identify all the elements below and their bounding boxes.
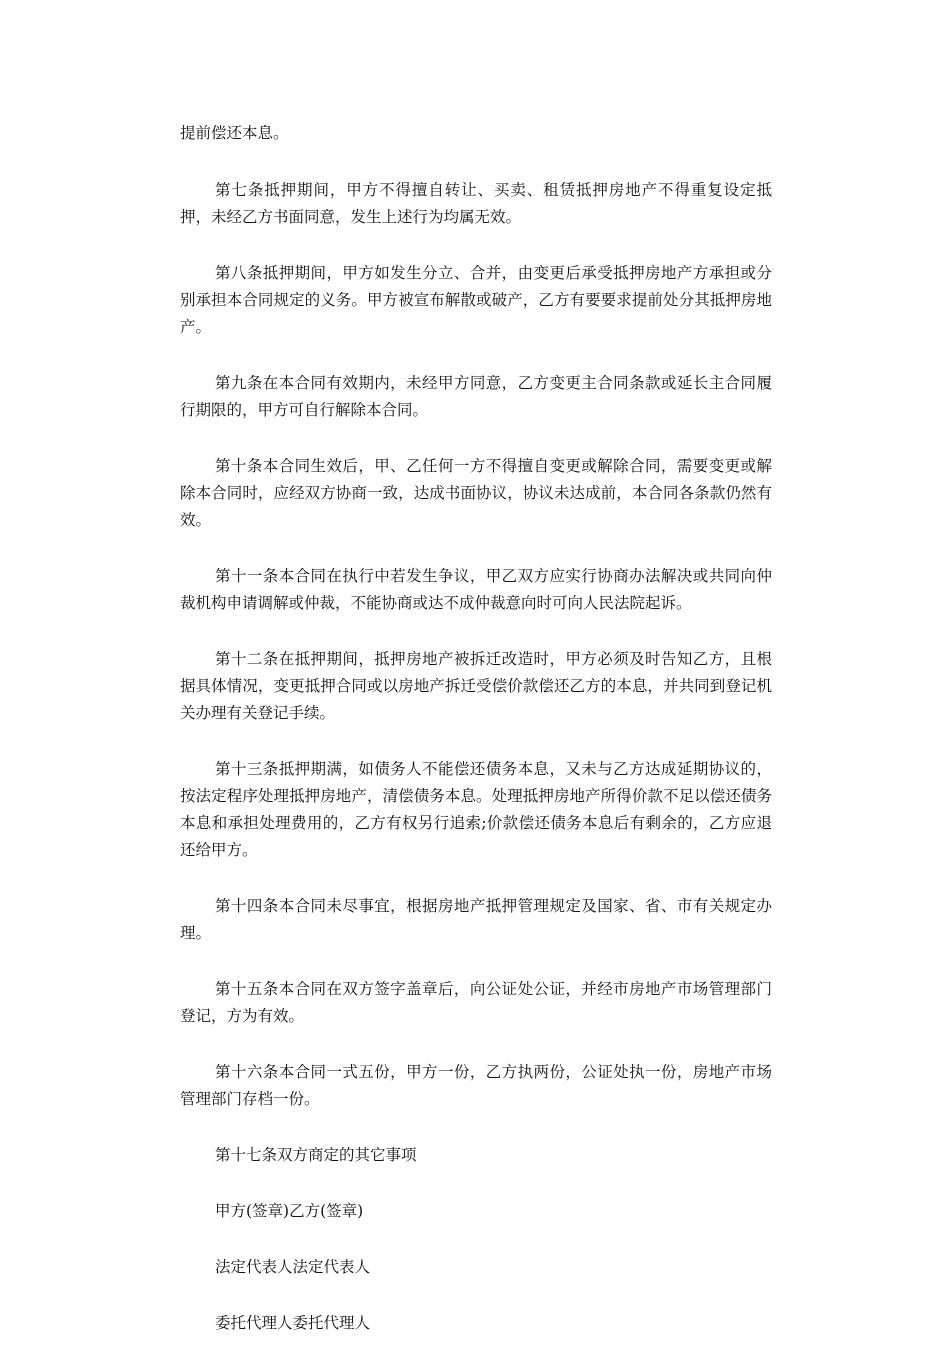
legal-representative-line: 法定代表人法定代表人: [215, 1258, 371, 1276]
paragraph-article-9: 第九条在本合同有效期内，未经甲方同意，乙方变更主合同条款或延长主合同履行期限的，甲方可自行解除本合同。: [180, 374, 772, 419]
paragraph-article-15: 第十五条本合同在双方签字盖章后，向公证处公证，并经市房地产市场管理部门登记，方为有效。: [180, 980, 772, 1025]
paragraph-article-8: 第八条抵押期间，甲方如发生分立、合并，由变更后承受抵押房地产方承担或分别承担本合同规定的义务。甲方被宣布解散或破产，乙方有要要求提前处分其抵押房地产。: [180, 264, 772, 336]
authorized-agent-line: 委托代理人委托代理人: [215, 1314, 371, 1332]
paragraph-article-12: 第十二条在抵押期间，抵押房地产被拆迁改造时，甲方必须及时告知乙方，且根据具体情况，变更抵押合同或以房地产拆迁受偿价款偿还乙方的本息，并共同到登记机关办理有关登记手续。: [180, 650, 772, 722]
paragraph-article-7: 第七条抵押期间，甲方不得擅自转让、买卖、租赁抵押房地产不得重复设定抵押，未经乙方书面同意，发生上述行为均属无效。: [180, 181, 772, 226]
paragraph-article-10: 第十条本合同生效后，甲、乙任何一方不得擅自变更或解除合同，需要变更或解除本合同时，应经双方协商一致，达成书面协议，协议未达成前，本合同各条款仍然有效。: [180, 457, 772, 529]
paragraph-article-16: 第十六条本合同一式五份，甲方一份，乙方执两份，公证处执一份，房地产市场管理部门存档一份。: [180, 1063, 772, 1108]
signature-party-line: 甲方(签章)乙方(签章): [215, 1202, 364, 1220]
paragraph-article-14: 第十四条本合同未尽事宜，根据房地产抵押管理规定及国家、省、市有关规定办理。: [180, 897, 772, 942]
paragraph-article-11: 第十一条本合同在执行中若发生争议，甲乙双方应实行协商办法解决或共同向仲裁机构申请调解或仲裁，不能协商或达不成仲裁意向时可向人民法院起诉。: [180, 567, 772, 612]
paragraph-continuation: 提前偿还本息。: [180, 124, 289, 142]
paragraph-article-17: 第十七条双方商定的其它事项: [215, 1146, 417, 1164]
paragraph-article-13: 第十三条抵押期满，如债务人不能偿还债务本息，又未与乙方达成延期协议的，按法定程序处理抵押房地产，清偿债务本息。处理抵押房地产所得价款不足以偿还债务本息和承担处理费用的，乙方有权另行追索;价款偿还债务本息后有剩余的，乙方应退还给甲方。: [180, 760, 772, 859]
document-body: [180, 120, 772, 1366]
